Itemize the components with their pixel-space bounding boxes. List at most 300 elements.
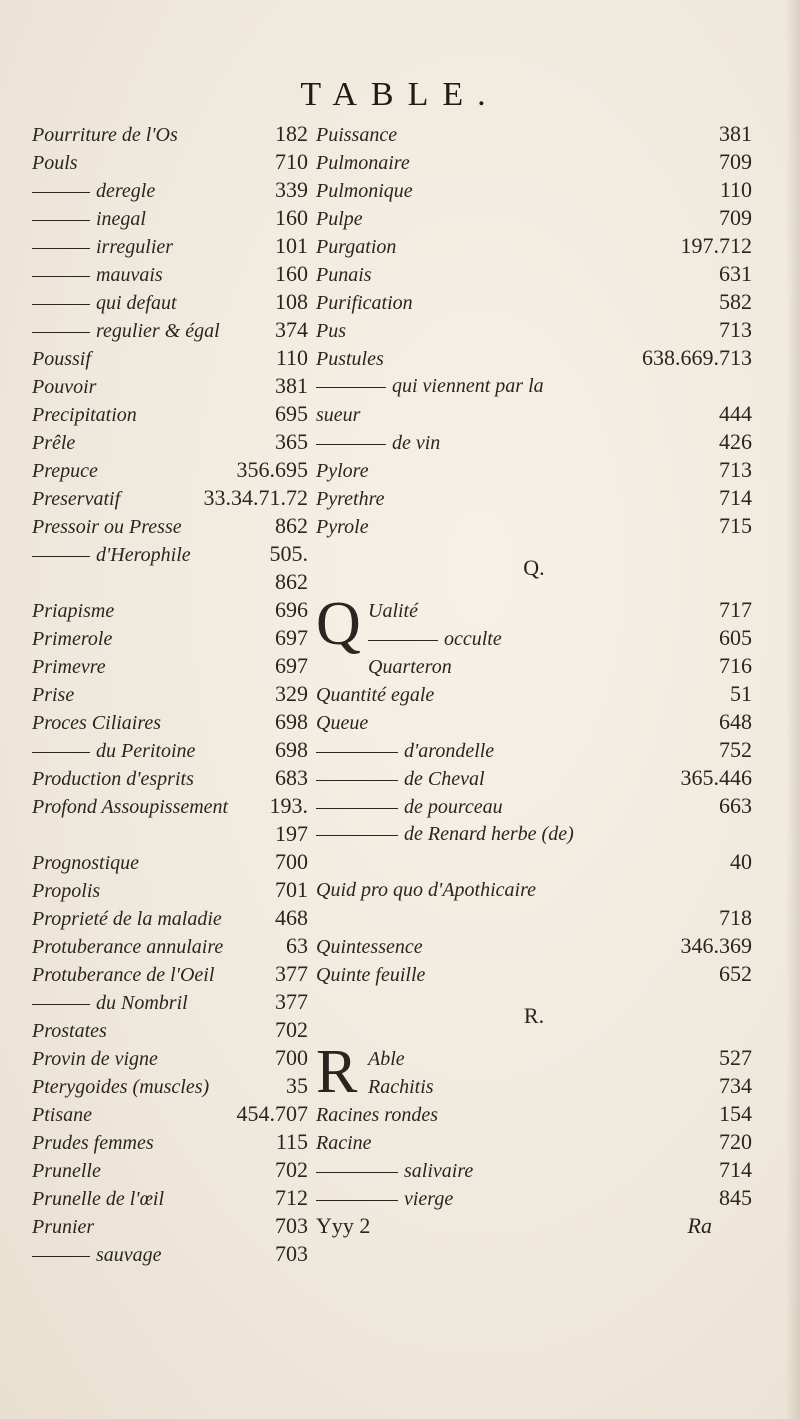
index-entry bbox=[316, 260, 752, 288]
index-entry bbox=[368, 596, 752, 624]
entry-term-wrap bbox=[32, 1045, 158, 1073]
entry-page-number: 444 bbox=[719, 401, 752, 426]
index-entry bbox=[32, 624, 308, 652]
index-entry bbox=[316, 1100, 752, 1128]
entry-term-wrap bbox=[32, 989, 188, 1017]
entry-term-wrap bbox=[316, 121, 397, 149]
ditto-dash bbox=[316, 444, 386, 445]
entry-term-wrap bbox=[32, 1017, 107, 1045]
entry-term-wrap bbox=[32, 289, 177, 317]
index-entry bbox=[32, 428, 308, 456]
entry-page-number: 845 bbox=[719, 1185, 752, 1210]
entry-page-number: 648 bbox=[719, 709, 752, 734]
ditto-dash bbox=[316, 1200, 398, 1201]
entry-term-wrap bbox=[316, 737, 494, 765]
index-entry bbox=[316, 1184, 752, 1212]
entry-page-number: 862 bbox=[275, 513, 308, 538]
entry-term: Prudes femmes bbox=[32, 1132, 154, 1154]
entry-page-number: 365 bbox=[275, 429, 308, 454]
index-entry bbox=[32, 652, 308, 680]
entry-term-wrap bbox=[32, 653, 106, 681]
index-entry bbox=[32, 1240, 308, 1268]
entry-term: occulte bbox=[444, 628, 502, 650]
entry-page-number: 712 bbox=[275, 1185, 308, 1210]
index-entry bbox=[32, 176, 308, 204]
entry-term: Precipitation bbox=[32, 404, 137, 426]
entry-page-number: 663 bbox=[719, 793, 752, 818]
index-entry bbox=[316, 960, 752, 988]
entry-page-number: 108 bbox=[275, 289, 308, 314]
entry-term-wrap bbox=[368, 1073, 434, 1101]
entry-term: de pourceau bbox=[404, 796, 503, 818]
entry-term-wrap bbox=[32, 429, 75, 457]
entry-term-wrap bbox=[32, 961, 214, 989]
entry-term-wrap bbox=[316, 261, 372, 289]
entry-term-wrap bbox=[32, 737, 195, 765]
entry-term-wrap bbox=[316, 149, 410, 177]
ditto-dash bbox=[32, 248, 90, 249]
entry-page-number: 714 bbox=[719, 1157, 752, 1182]
entry-term: Prunier bbox=[32, 1216, 95, 1238]
entry-page-number: 33.34.71.72 bbox=[203, 485, 308, 510]
index-entry bbox=[32, 708, 308, 736]
index-entry bbox=[316, 372, 752, 400]
page-footer bbox=[316, 1212, 752, 1240]
entry-page-number: 339 bbox=[275, 177, 308, 202]
dropcap-block bbox=[316, 590, 752, 680]
entry-page-number: 720 bbox=[719, 1129, 752, 1154]
entry-term-wrap bbox=[316, 205, 363, 233]
entry-page-number: 381 bbox=[719, 121, 752, 146]
entry-term-wrap bbox=[32, 317, 220, 345]
index-continuation bbox=[32, 568, 308, 596]
index-entry bbox=[32, 232, 308, 260]
entry-term: d'Herophile bbox=[96, 544, 191, 566]
index-entry bbox=[32, 288, 308, 316]
entry-page-number: 374 bbox=[275, 317, 308, 342]
entry-term: regulier & égal bbox=[96, 320, 220, 342]
entry-term-wrap bbox=[32, 765, 194, 793]
dropcap-lines bbox=[368, 1044, 752, 1100]
entry-page-number: 698 bbox=[275, 737, 308, 762]
entry-term: Preservatif bbox=[32, 488, 121, 510]
entry-term: Prostates bbox=[32, 1020, 107, 1042]
entry-term-wrap bbox=[316, 1101, 438, 1129]
entry-term: Prepuce bbox=[32, 460, 98, 482]
entry-page-number: 377 bbox=[275, 961, 308, 986]
entry-term: Purification bbox=[316, 292, 413, 314]
entry-term: de vin bbox=[392, 432, 441, 454]
ditto-dash bbox=[32, 304, 90, 305]
entry-page-number: 197 bbox=[275, 821, 308, 846]
entry-term: Provin de vigne bbox=[32, 1048, 158, 1070]
entry-term: Prunelle bbox=[32, 1160, 101, 1182]
index-entry bbox=[316, 176, 752, 204]
index-entry bbox=[32, 400, 308, 428]
entry-page-number: 377 bbox=[275, 989, 308, 1014]
index-entry bbox=[32, 988, 308, 1016]
entry-page-number: 703 bbox=[275, 1213, 308, 1238]
entry-term: Pylore bbox=[316, 460, 369, 482]
index-entry bbox=[316, 428, 752, 456]
entry-term: Pterygoides (muscles) bbox=[32, 1076, 210, 1098]
entry-term-wrap bbox=[316, 1129, 372, 1157]
index-entry bbox=[32, 120, 308, 148]
entry-term-wrap bbox=[32, 597, 114, 625]
entry-term-wrap bbox=[368, 1045, 405, 1073]
entry-term: vierge bbox=[404, 1188, 454, 1210]
entry-page-number: 454.707 bbox=[236, 1101, 308, 1126]
entry-term: salivaire bbox=[404, 1160, 474, 1182]
index-entry bbox=[368, 1072, 752, 1100]
ditto-dash bbox=[316, 1172, 398, 1173]
entry-term-wrap bbox=[32, 233, 173, 261]
entry-term-wrap bbox=[316, 485, 385, 513]
ditto-dash bbox=[32, 220, 90, 221]
ditto-dash bbox=[316, 780, 398, 781]
entry-term-wrap bbox=[316, 765, 485, 793]
entry-term: Propolis bbox=[32, 880, 101, 902]
entry-page-number: 51 bbox=[730, 681, 752, 706]
entry-term: Primevre bbox=[32, 656, 106, 678]
entry-term: Pustules bbox=[316, 348, 384, 370]
entry-term: inegal bbox=[96, 208, 146, 230]
index-entry bbox=[32, 148, 308, 176]
entry-term-wrap bbox=[32, 681, 74, 709]
index-entry bbox=[32, 680, 308, 708]
index-entry bbox=[316, 932, 752, 960]
dropcap-letter: Q bbox=[316, 590, 361, 658]
entry-term: Purgation bbox=[316, 236, 397, 258]
entry-page-number: 710 bbox=[275, 149, 308, 174]
entry-term: Ptisane bbox=[32, 1104, 92, 1126]
entry-page-number: 716 bbox=[719, 653, 752, 678]
index-entry bbox=[32, 848, 308, 876]
entry-term-wrap bbox=[316, 345, 384, 373]
entry-term-wrap bbox=[32, 877, 100, 905]
index-entry bbox=[368, 624, 752, 652]
entry-term-wrap bbox=[316, 820, 574, 848]
entry-page-number: 701 bbox=[275, 877, 308, 902]
entry-page-number: 40 bbox=[730, 849, 752, 874]
index-entry bbox=[32, 1184, 308, 1212]
entry-page-number: 505. bbox=[269, 541, 308, 566]
entry-term: Poussif bbox=[32, 348, 91, 370]
entry-page-number: 160 bbox=[275, 261, 308, 286]
entry-page-number: 717 bbox=[719, 597, 752, 622]
entry-page-number: 638.669.713 bbox=[642, 345, 752, 370]
entry-term-wrap bbox=[32, 121, 178, 149]
index-entry bbox=[316, 148, 752, 176]
entry-term-wrap bbox=[32, 1073, 209, 1101]
index-entry bbox=[316, 680, 752, 708]
entry-page-number: 365.446 bbox=[680, 765, 752, 790]
entry-term-wrap bbox=[32, 1213, 94, 1241]
index-continuation bbox=[316, 904, 752, 932]
entry-page-number: 734 bbox=[719, 1073, 752, 1098]
entry-term: Protuberance de l'Oeil bbox=[32, 964, 215, 986]
entry-page-number: 154 bbox=[719, 1101, 752, 1126]
entry-term-wrap bbox=[32, 345, 91, 373]
entry-term-wrap bbox=[32, 401, 137, 429]
entry-term: Quintessence bbox=[316, 936, 423, 958]
entry-term: Pouvoir bbox=[32, 376, 97, 398]
index-entry bbox=[32, 1128, 308, 1156]
right-index-column bbox=[316, 120, 752, 1240]
entry-page-number: 101 bbox=[275, 233, 308, 258]
ditto-dash bbox=[32, 556, 90, 557]
entry-term-wrap bbox=[32, 1129, 154, 1157]
entry-page-number: 160 bbox=[275, 205, 308, 230]
index-entry bbox=[316, 204, 752, 232]
entry-page-number: 718 bbox=[719, 905, 752, 930]
index-entry bbox=[32, 596, 308, 624]
entry-page-number: 193. bbox=[269, 793, 308, 818]
entry-page-number: 702 bbox=[275, 1017, 308, 1042]
entry-term-wrap bbox=[32, 1185, 164, 1213]
entry-page-number: 115 bbox=[275, 1129, 308, 1154]
index-entry bbox=[32, 904, 308, 932]
index-entry bbox=[316, 232, 752, 260]
entry-term: qui viennent par la bbox=[392, 375, 544, 397]
entry-term-wrap bbox=[368, 625, 502, 653]
entry-page-number: 703 bbox=[275, 1241, 308, 1266]
entry-term-wrap bbox=[32, 625, 112, 653]
entry-term: Protuberance annulaire bbox=[32, 936, 224, 958]
entry-term-wrap bbox=[316, 429, 440, 457]
entry-term: Pus bbox=[316, 320, 346, 342]
entry-page-number: 714 bbox=[719, 485, 752, 510]
entry-page-number: 715 bbox=[719, 513, 752, 538]
entry-term-wrap bbox=[316, 933, 423, 961]
entry-page-number: 700 bbox=[275, 1045, 308, 1070]
entry-term: Pressoir ou Presse bbox=[32, 516, 182, 538]
entry-term: Ualité bbox=[368, 600, 418, 622]
entry-term-wrap bbox=[316, 1157, 473, 1185]
section-letter: Q. bbox=[523, 555, 545, 580]
ditto-dash bbox=[32, 1256, 90, 1257]
entry-term: Quarteron bbox=[368, 656, 452, 678]
section-letter: R. bbox=[523, 1003, 545, 1028]
entry-term-wrap bbox=[32, 1157, 101, 1185]
dropcap-letter: R bbox=[316, 1038, 358, 1106]
ditto-dash bbox=[32, 276, 90, 277]
entry-term: Pyrole bbox=[316, 516, 369, 538]
entry-term: du Nombril bbox=[96, 992, 188, 1014]
catchword: Ra bbox=[687, 1213, 712, 1238]
entry-term-wrap bbox=[316, 876, 536, 904]
ditto-dash bbox=[316, 752, 398, 753]
entry-term: Quinte feuille bbox=[316, 964, 426, 986]
entry-term-wrap bbox=[32, 793, 228, 821]
signature-mark: Yyy 2 bbox=[316, 1213, 371, 1238]
entry-term-wrap bbox=[32, 261, 163, 289]
entry-page-number: 197.712 bbox=[680, 233, 752, 258]
entry-term: Priapisme bbox=[32, 600, 115, 622]
entry-page-number: 468 bbox=[275, 905, 308, 930]
entry-term-wrap bbox=[32, 933, 223, 961]
entry-term: mauvais bbox=[96, 264, 163, 286]
entry-page-number: 709 bbox=[719, 149, 752, 174]
dropcap-lines bbox=[368, 596, 752, 680]
entry-page-number: 862 bbox=[275, 569, 308, 594]
entry-term: Quantité egale bbox=[316, 684, 435, 706]
entry-page-number: 695 bbox=[275, 401, 308, 426]
entry-term-wrap bbox=[316, 1185, 453, 1213]
entry-term-wrap bbox=[32, 149, 78, 177]
entry-page-number: 700 bbox=[275, 849, 308, 874]
page-header: TABLE. bbox=[300, 76, 500, 113]
index-entry bbox=[316, 120, 752, 148]
entry-page-number: 752 bbox=[719, 737, 752, 762]
index-continuation bbox=[32, 820, 308, 848]
entry-term-wrap bbox=[32, 373, 96, 401]
entry-term: Prunelle de l'œil bbox=[32, 1188, 165, 1210]
index-entry bbox=[32, 1156, 308, 1184]
index-entry bbox=[316, 316, 752, 344]
entry-page-number: 713 bbox=[719, 457, 752, 482]
index-entry bbox=[32, 932, 308, 960]
entry-page-number: 381 bbox=[275, 373, 308, 398]
entry-page-number: 182 bbox=[275, 121, 308, 146]
entry-page-number: 605 bbox=[719, 625, 752, 650]
index-entry bbox=[316, 512, 752, 540]
entry-term: d'arondelle bbox=[404, 740, 495, 762]
entry-page-number: 356.695 bbox=[236, 457, 308, 482]
entry-term: Pulmonique bbox=[316, 180, 413, 202]
index-entry bbox=[316, 484, 752, 512]
entry-term: Primerole bbox=[32, 628, 113, 650]
entry-term: Queue bbox=[316, 712, 369, 734]
index-entry bbox=[316, 1128, 752, 1156]
entry-term-wrap bbox=[316, 289, 413, 317]
entry-term-wrap bbox=[32, 205, 146, 233]
index-entry bbox=[32, 204, 308, 232]
entry-page-number: 110 bbox=[719, 177, 752, 202]
entry-term: Pulmonaire bbox=[316, 152, 410, 174]
entry-term-wrap bbox=[32, 849, 139, 877]
entry-term: sauvage bbox=[96, 1244, 162, 1266]
entry-term: Pouls bbox=[32, 152, 78, 174]
entry-page-number: 696 bbox=[275, 597, 308, 622]
ditto-dash bbox=[368, 640, 438, 641]
entry-page-number: 709 bbox=[719, 205, 752, 230]
index-entry bbox=[316, 876, 752, 904]
entry-term: deregle bbox=[96, 180, 156, 202]
index-entry bbox=[316, 1156, 752, 1184]
entry-term-wrap bbox=[32, 709, 161, 737]
index-entry bbox=[316, 456, 752, 484]
ditto-dash bbox=[32, 332, 90, 333]
entry-term-wrap bbox=[32, 905, 222, 933]
ditto-dash bbox=[316, 835, 398, 836]
entry-term-wrap bbox=[316, 513, 369, 541]
index-entry bbox=[32, 512, 308, 540]
entry-page-number: 652 bbox=[719, 961, 752, 986]
index-entry bbox=[316, 400, 752, 428]
index-entry bbox=[32, 764, 308, 792]
entry-term: Proprieté de la maladie bbox=[32, 908, 222, 930]
entry-page-number: 35 bbox=[286, 1073, 308, 1098]
index-entry bbox=[32, 260, 308, 288]
index-entry bbox=[32, 1016, 308, 1044]
ditto-dash bbox=[316, 808, 398, 809]
entry-term: Able bbox=[368, 1048, 405, 1070]
entry-term-wrap bbox=[368, 597, 418, 625]
page-edge-shadow bbox=[786, 0, 800, 1419]
entry-term: Prognostique bbox=[32, 852, 140, 874]
entry-term: Pourriture de l'Os bbox=[32, 124, 178, 146]
entry-term-wrap bbox=[32, 541, 191, 569]
entry-term: Pyrethre bbox=[316, 488, 385, 510]
ditto-dash bbox=[316, 387, 386, 388]
index-entry bbox=[316, 288, 752, 316]
entry-page-number: 702 bbox=[275, 1157, 308, 1182]
entry-term: Quid pro quo d'Apothicaire bbox=[316, 879, 536, 901]
index-entry bbox=[32, 372, 308, 400]
entry-term-wrap bbox=[32, 513, 182, 541]
entry-page-number: 346.369 bbox=[680, 933, 752, 958]
entry-term-wrap bbox=[32, 457, 98, 485]
entry-term-wrap bbox=[32, 177, 155, 205]
entry-term: Rachitis bbox=[368, 1076, 434, 1098]
index-entry bbox=[32, 876, 308, 904]
entry-page-number: 63 bbox=[286, 933, 308, 958]
index-entry bbox=[368, 652, 752, 680]
entry-term-wrap bbox=[316, 681, 434, 709]
entry-term: Proces Ciliaires bbox=[32, 712, 162, 734]
index-entry bbox=[32, 1212, 308, 1240]
entry-term: Prêle bbox=[32, 432, 76, 454]
entry-term: qui defaut bbox=[96, 292, 177, 314]
index-entry bbox=[316, 764, 752, 792]
ditto-dash bbox=[32, 192, 90, 193]
index-entry bbox=[316, 792, 752, 820]
entry-term-wrap bbox=[316, 961, 425, 989]
entry-term: du Peritoine bbox=[96, 740, 196, 762]
entry-term: de Cheval bbox=[404, 768, 485, 790]
index-entry bbox=[316, 708, 752, 736]
entry-term-wrap bbox=[316, 233, 396, 261]
index-entry bbox=[32, 1044, 308, 1072]
entry-term-wrap bbox=[32, 1241, 162, 1269]
entry-term: sueur bbox=[316, 404, 361, 426]
entry-term-wrap bbox=[316, 401, 360, 429]
index-entry bbox=[316, 820, 752, 848]
index-entry bbox=[32, 540, 308, 568]
entry-page-number: 683 bbox=[275, 765, 308, 790]
entry-page-number: 426 bbox=[719, 429, 752, 454]
index-entry bbox=[32, 960, 308, 988]
index-entry bbox=[32, 1100, 308, 1128]
entry-term-wrap bbox=[316, 372, 544, 400]
entry-term: Prise bbox=[32, 684, 75, 706]
entry-term-wrap bbox=[316, 793, 503, 821]
entry-page-number: 110 bbox=[275, 345, 308, 370]
entry-term: Pulpe bbox=[316, 208, 363, 230]
index-entry bbox=[32, 344, 308, 372]
index-entry bbox=[32, 736, 308, 764]
entry-term-wrap bbox=[316, 457, 369, 485]
left-index-column bbox=[32, 120, 308, 1268]
index-continuation bbox=[316, 848, 752, 876]
index-entry bbox=[32, 792, 308, 820]
entry-term-wrap bbox=[368, 653, 452, 681]
ditto-dash bbox=[32, 1004, 90, 1005]
entry-page-number: 697 bbox=[275, 653, 308, 678]
entry-term-wrap bbox=[32, 1101, 92, 1129]
index-entry bbox=[316, 344, 752, 372]
